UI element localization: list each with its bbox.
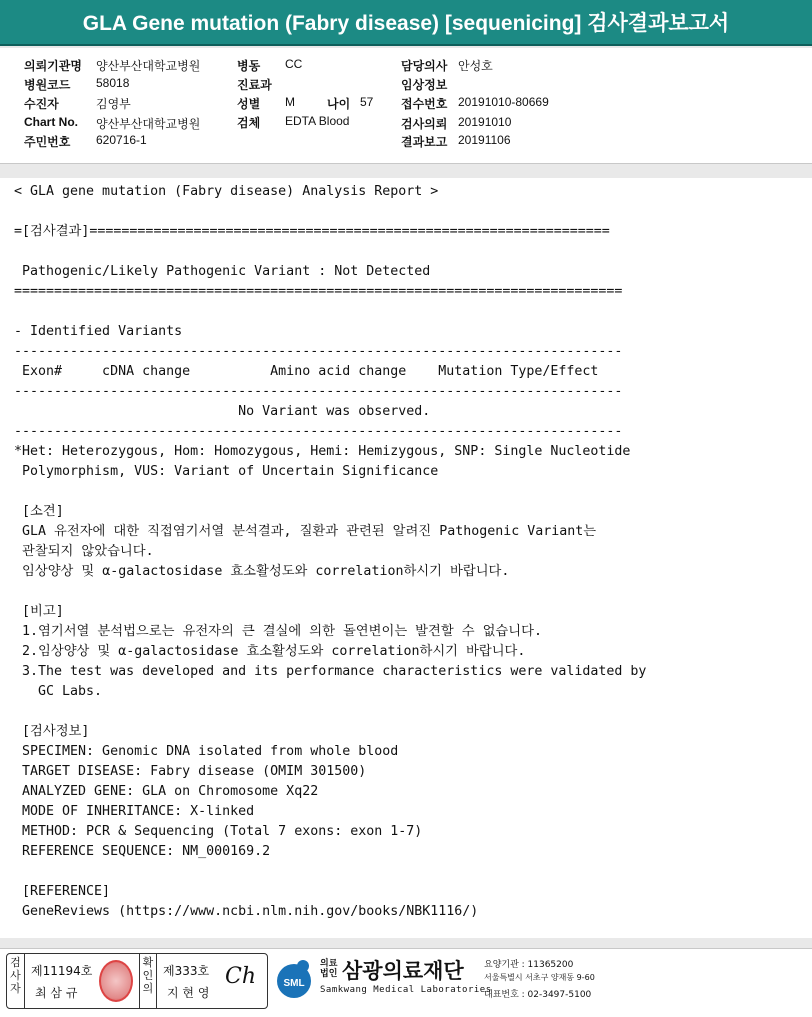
logo-text: SML: [283, 978, 305, 989]
specimen-label: 검체: [237, 116, 261, 130]
age-value: 57: [360, 95, 374, 109]
department-label: 진료과: [237, 78, 272, 92]
org-address: 서울특별시 서초구 양재동 9-60: [484, 973, 595, 982]
request-date-value: 20191010: [458, 115, 512, 129]
chart-no-label: Chart No.: [24, 115, 78, 129]
patient-label: 수진자: [24, 97, 59, 111]
receipt-no-value: 20191010-80669: [458, 95, 549, 109]
receipt-no-label: 접수번호: [401, 97, 448, 111]
ward-value: CC: [285, 57, 303, 71]
report-body: [0, 178, 812, 938]
requesting-institution-label: 의뢰기관명: [24, 59, 82, 73]
resident-no-value: 620716-1: [96, 133, 147, 147]
hospital-code-value: 58018: [96, 76, 130, 90]
report-date-value: 20191106: [458, 133, 511, 147]
specimen-value: EDTA Blood: [285, 114, 350, 128]
requesting-institution-value: 양산부산대학교병원: [96, 59, 201, 73]
physician-value: 안성호: [458, 59, 493, 73]
official-seal-icon: [99, 960, 133, 1002]
physician-label: 담당의사: [401, 59, 448, 73]
resident-no-label: 주민번호: [24, 135, 71, 149]
chart-no-value: 양산부산대학교병원: [96, 117, 201, 131]
patient-info-panel: [0, 48, 812, 164]
confirmer-license-no: 제333호: [163, 964, 210, 978]
clinical-info-label: 임상정보: [401, 78, 448, 92]
signature-box: [6, 953, 268, 1009]
request-date-label: 검사의뢰: [401, 117, 448, 131]
sex-label: 성별: [237, 97, 261, 111]
age-label: 나이: [327, 97, 351, 111]
report-title: GLA Gene mutation (Fabry disease) [sequenicing] 검사결과보고서: [0, 0, 812, 46]
report-footer: [0, 948, 812, 1017]
confirmer-label: 확인의: [139, 954, 157, 1008]
patient-value: 김영부: [96, 97, 131, 111]
confirmer-name: 지 현 영: [167, 986, 210, 1000]
tester-name: 최 삼 규: [35, 986, 78, 1000]
sml-logo-icon: [272, 957, 316, 1001]
tester-label: 검사자: [7, 954, 25, 1008]
org-phone: 대표번호 : 02-3497-5100: [484, 990, 592, 1000]
handwritten-signature: Ch: [225, 964, 257, 989]
sex-value: M: [285, 95, 295, 109]
report-date-label: 결과보고: [401, 135, 448, 149]
org-name: 삼광의료재단: [342, 959, 464, 983]
org-prefix: 의료법인: [320, 959, 338, 979]
org-english-name: Samkwang Medical Laboratories: [320, 985, 492, 995]
tester-license-no: 제11194호: [31, 964, 93, 978]
ward-label: 병동: [237, 59, 261, 73]
agency-number: 요양기관 : 11365200: [484, 960, 574, 970]
hospital-code-label: 병원코드: [24, 78, 71, 92]
report-text: < GLA gene mutation (Fabry disease) Analysis Report > =[검사결과]================================================================= Pathogenic/Likely Pathogenic Variant : Not Detected ============================================================================ - Identified Variants ---------------------------------------------------------------------------- Exon# cDNA change Amino acid change Mutation Type/Effect ---------------------------------------------------------------------------- No Variant was observed. ---------------------------------------------------------------------------- *Het: Heterozygous, Hom: Homozygous, Hemi: Hemizygous, SNP: Single Nucleotide Polymorphism, VUS: Variant of Uncertain Significance [소견] GLA 유전자에 대한 직접염기서열 분석결과, 질환과 관련된 알려진 Pathogenic Variant는 관찰되지 않았습니다. 임상양상 및 α-galactosidase 효소활성도와 correlation하시기 바랍니다. [비고] 1.염기서열 분석법으로는 유전자의 큰 결실에 의한 돌연변이는 발견할 수 없습니다. 2.임상양상 및 α-galactosidase 효소활성도와 correlation하시기 바랍니다. 3.The test was developed and its performance characteristics were validated by GC Labs. [검사정보] SPECIMEN: Genomic DNA isolated from whole blood TARGET DISEASE: Fabry disease (OMIM 301500) ANALYZED GENE: GLA on Chromosome Xq22 MODE OF INHERITANCE: X-linked METHOD: PCR & Sequencing (Total 7 exons: exon 1-7) REFERENCE SEQUENCE: NM_000169.2 [REFERENCE] GeneReviews (https://www.ncbi.nlm.nih.gov/books/NBK1116/): [14, 184, 647, 919]
